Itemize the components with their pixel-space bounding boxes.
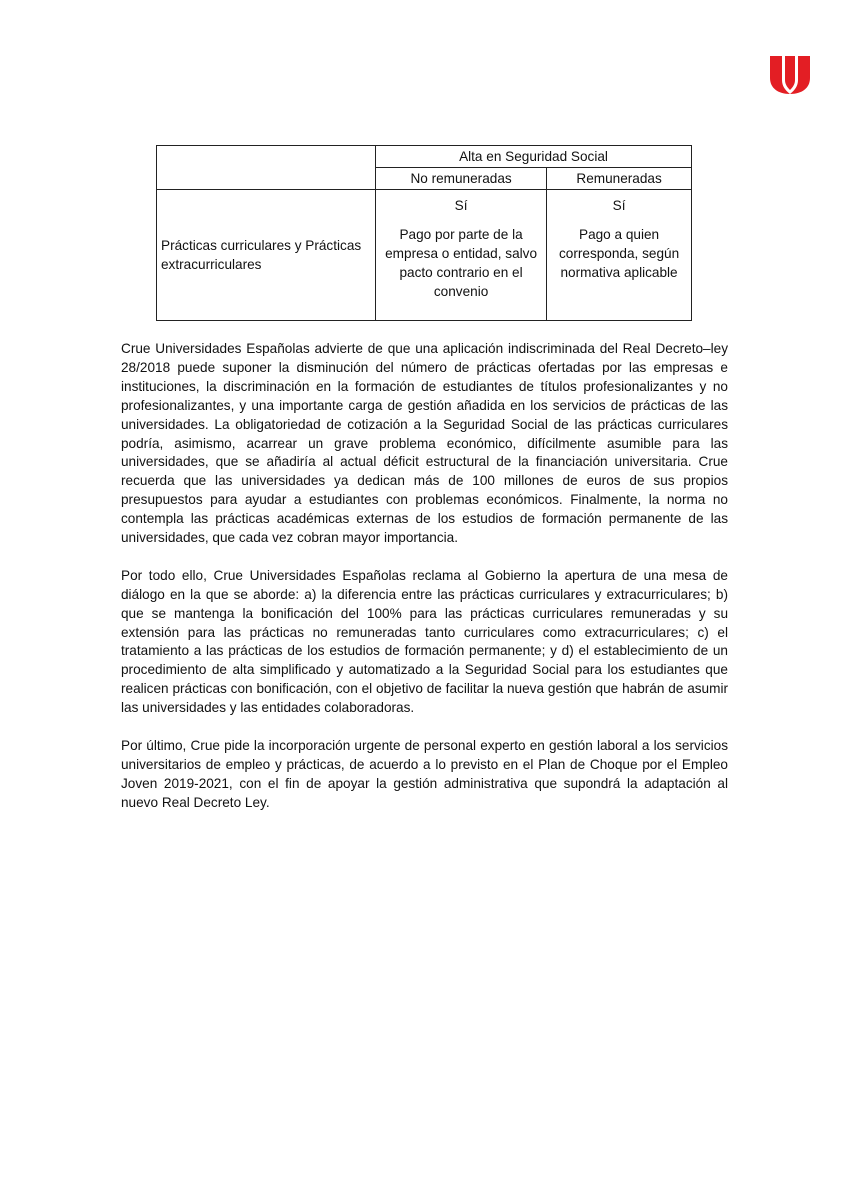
paragraph-3: Por último, Crue pide la incorporación urgente de personal experto en gestión laboral a los servicios universitarios de empleo y prácticas, de acuerdo a lo previsto en el Plan de Choque por el Empleo Joven 2019-2021, con el fin de apoyar la gestión administrativa que supondrá la adaptación al nuevo Real Decreto Ley. <box>121 738 728 810</box>
table-row <box>157 190 692 321</box>
row-label: Prácticas curriculares y Prácticas extracurriculares <box>157 190 376 321</box>
cell-remuneradas <box>547 190 692 321</box>
col-header-no-remuneradas: No remuneradas <box>376 168 547 190</box>
group-header: Alta en Seguridad Social <box>376 146 692 168</box>
crue-logo-icon <box>768 54 812 96</box>
cell-no-remuneradas <box>376 190 547 321</box>
paragraph-1: Crue Universidades Españolas advierte de que una aplicación indiscriminada del Real Decreto–ley 28/2018 puede suponer la disminución del número de prácticas ofertadas por las empresas e instituciones, la discriminación en la formación de estudiantes de títulos profesionalizantes y no profesionalizantes, y una importante carga de gestión añadida en los servicios de prácticas de las universidades. La obligatoriedad de cotización a la Seguridad Social de las prácticas curriculares podría, asimismo, acarrear un grave problema económico, difícilmente asumible para las universidades, que se añadiría al actual déficit estructural de la financiación universitaria. Crue recuerda que las universidades ya dedican más de 100 millones de euros de sus propios presupuestos para ayudar a estudiantes con problemas económicos. Finalmente, la norma no contempla las prácticas académicas externas de los estudios de formación permanente de las universidades, que cada vez cobran mayor importancia. <box>121 341 728 546</box>
logo-center-shape <box>785 56 795 90</box>
paragraph-2: Por todo ello, Crue Universidades Españolas reclama al Gobierno la apertura de una mesa de diálogo en la que se aborde: a) la diferencia entre las prácticas curriculares y extracurriculares; b) que se mantenga la bonificación del 100% para las prácticas curriculares remuneradas y su extensión para las prácticas no remuneradas tanto curriculares como extracurriculares; c) el tratamiento a las prácticas de los estudios de formación permanente; y d) el establecimiento de un procedimiento de alta simplificado y automatizado a la Seguridad Social para los estudiantes que realicen prácticas con bonificación, con el objetivo de facilitar la nueva gestión que habrán de asumir las universidades y las entidades colaboradoras. <box>121 567 728 716</box>
seguridad-social-table <box>156 145 692 321</box>
cell-remuneradas-si: Sí <box>612 198 626 213</box>
table-header-row <box>157 146 692 168</box>
body-text <box>121 340 728 832</box>
cell-no-remuneradas-detail: Pago por parte de la empresa o entidad, salvo pacto contrario en el convenio <box>385 227 538 299</box>
cell-no-remuneradas-si: Sí <box>454 198 468 213</box>
col-header-remuneradas: Remuneradas <box>547 168 692 190</box>
cell-remuneradas-detail: Pago a quien corresponda, según normativa aplicable <box>558 227 680 280</box>
table-corner-cell <box>157 146 376 190</box>
